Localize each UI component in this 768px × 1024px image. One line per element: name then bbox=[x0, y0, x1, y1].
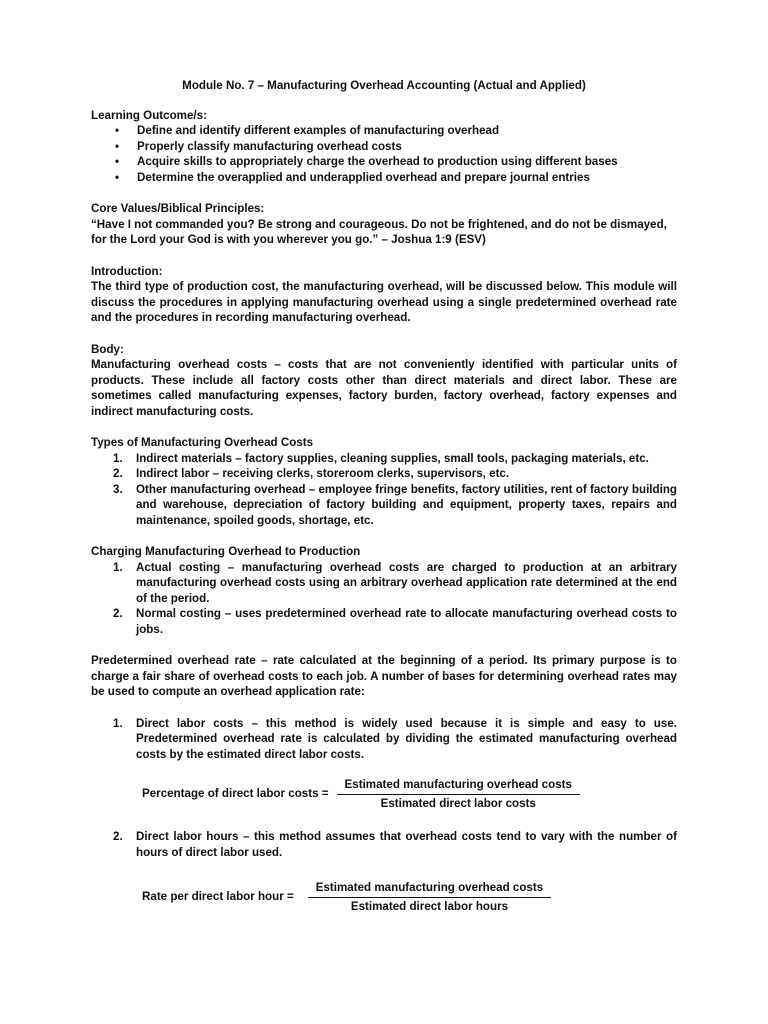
list-number: 1. bbox=[113, 560, 123, 574]
list-item: • Define and identify different examples of manufacturing overhead bbox=[115, 123, 677, 139]
list-item-text: Normal costing – uses predetermined overhead rate to allocate manufacturing overhead costs to jobs. bbox=[136, 607, 677, 636]
charging-section bbox=[91, 544, 677, 637]
introduction-section bbox=[91, 264, 677, 326]
list-item-text: Actual costing – manufacturing overhead costs are charged to production at an arbitrary manufacturing overhead costs using an arbitrary overhead application rate determined at the end of the period. bbox=[136, 560, 677, 605]
introduction-text: The third type of production cost, the manufacturing overhead, will be discussed below. This module will discuss the procedures in applying manufacturing overhead using a single predetermined overhead rate and the procedures in recording manufacturing overhead. bbox=[91, 280, 677, 324]
learning-outcomes-section bbox=[91, 108, 677, 186]
introduction-heading: Introduction: bbox=[91, 264, 163, 278]
list-item bbox=[113, 451, 677, 467]
formula-fraction bbox=[308, 880, 551, 914]
formula-denominator: Estimated direct labor hours bbox=[350, 899, 509, 913]
list-number: 3. bbox=[113, 482, 123, 496]
formula-numerator: Estimated manufacturing overhead costs bbox=[308, 880, 551, 898]
list-item bbox=[113, 466, 677, 482]
bible-quote: “Have I not commanded you? Be strong and courageous. Do not be frightened, and do not be dismayed, for the Lord your God is with you wherever you go.” – Joshua 1:9 (ESV) bbox=[91, 217, 667, 246]
core-values-section bbox=[91, 201, 677, 248]
list-number: 2. bbox=[113, 607, 123, 620]
bases-list bbox=[91, 716, 677, 763]
formula-direct-labor-costs bbox=[142, 777, 677, 811]
list-item bbox=[113, 829, 677, 860]
learning-outcomes-list bbox=[91, 123, 677, 185]
core-values-heading: Core Values/Biblical Principles: bbox=[91, 202, 265, 215]
bases-list-continued bbox=[91, 829, 677, 860]
list-item bbox=[113, 482, 677, 529]
list-item: • Properly classify manufacturing overhead costs bbox=[115, 139, 677, 155]
body-heading: Body: bbox=[91, 342, 124, 356]
list-item bbox=[113, 716, 677, 763]
list-item bbox=[113, 606, 677, 637]
list-item: • Determine the overapplied and underapplied overhead and prepare journal entries bbox=[115, 170, 677, 186]
list-number: 1. bbox=[113, 716, 123, 730]
list-item-text: Indirect materials – factory supplies, cleaning supplies, small tools, packaging materials, etc. bbox=[136, 451, 649, 465]
charging-heading: Charging Manufacturing Overhead to Production bbox=[91, 545, 361, 558]
list-item-text: Direct labor hours – this method assumes that overhead costs tend to vary with the number of hours of direct labor used. bbox=[136, 830, 677, 859]
formula-label: Percentage of direct labor costs = bbox=[142, 787, 329, 801]
learning-outcomes-heading: Learning Outcome/s: bbox=[91, 108, 207, 122]
predetermined-section bbox=[91, 653, 677, 700]
formula-denominator: Estimated direct labor costs bbox=[380, 796, 536, 810]
list-item bbox=[113, 560, 677, 607]
formula-label: Rate per direct labor hour = bbox=[142, 890, 294, 904]
list-number: 2. bbox=[113, 830, 123, 843]
types-list bbox=[91, 451, 677, 529]
formula-fraction bbox=[337, 777, 580, 811]
types-section bbox=[91, 435, 677, 528]
formula-numerator: Estimated manufacturing overhead costs bbox=[337, 777, 580, 795]
body-section bbox=[91, 342, 677, 420]
body-text: Manufacturing overhead costs – costs that are not conveniently identified with particular units of products. These include all factory costs other than direct materials and direct labor. These are sometimes called manufacturing expenses, factory burden, factory overhead, factory expenses and indirect manufacturing costs. bbox=[91, 358, 677, 418]
types-heading: Types of Manufacturing Overhead Costs bbox=[91, 436, 314, 449]
formula-direct-labor-hours bbox=[142, 880, 677, 914]
list-item-text: Indirect labor – receiving clerks, storeroom clerks, supervisors, etc. bbox=[136, 467, 510, 480]
list-number: 1. bbox=[113, 451, 123, 465]
predetermined-text: Predetermined overhead rate – rate calculated at the beginning of a period. Its primary purpose is to charge a fair share of overhead costs to each job. A number of bases for determining overhead rates may be used to compute an overhead application rate: bbox=[91, 654, 677, 698]
list-item-text: Other manufacturing overhead – employee fringe benefits, factory utilities, rent of factory building and warehouse, depreciation of factory building and equipment, property taxes, repairs and maintenance, spoiled goods, shortage, etc. bbox=[136, 482, 677, 527]
module-title: Module No. 7 – Manufacturing Overhead Accounting (Actual and Applied) bbox=[182, 79, 586, 92]
list-item: • Acquire skills to appropriately charge the overhead to production using different bases bbox=[115, 154, 677, 170]
list-item-text: Direct labor costs – this method is widely used because it is simple and easy to use. Predetermined overhead rate is calculated by dividing the estimated manufacturing overhead costs by the estimated direct labor costs. bbox=[136, 716, 677, 761]
charging-list bbox=[91, 560, 677, 638]
list-number: 2. bbox=[113, 467, 123, 480]
